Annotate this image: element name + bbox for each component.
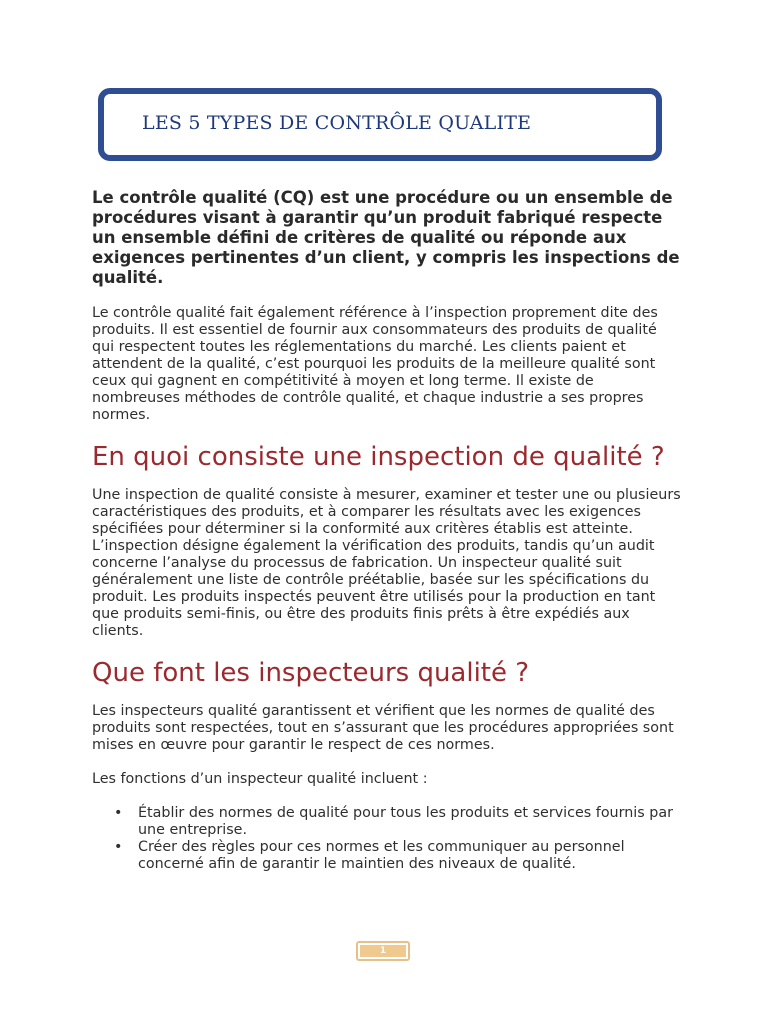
document-body: [92, 188, 682, 873]
page-number: 1: [360, 945, 406, 957]
bullet-icon: •: [114, 805, 123, 821]
page-number-badge: [356, 941, 410, 961]
list-item-text: Établir des normes de qualité pour tous les produits et services fournis par une entreprise.: [138, 805, 673, 838]
document-title: LES 5 TYPES DE CONTRÔLE QUALITE: [142, 112, 532, 134]
list-item: [114, 839, 682, 873]
intro-paragraph: Le contrôle qualité fait également référence à l’inspection proprement dite des produits. Il est essentiel de fournir aux consommateurs des produits de qualité qui respectent toutes les réglementations du marché. Les clients paient et attendent de la qualité, c’est pourquoi les produits de la meilleure qualité sont ceux qui gagnent en compétitivité à moyen et long terme. Il existe de nombreuses méthodes de contrôle qualité, et chaque industrie a ses propres normes.: [92, 305, 658, 423]
functions-list: [92, 805, 682, 873]
list-item-text: Créer des règles pour ces normes et les communiquer au personnel concerné afin de garantir le maintien des niveaux de qualité.: [138, 839, 625, 872]
section-heading-inspection: En quoi consiste une inspection de qualité ?: [92, 442, 665, 472]
functions-intro: Les fonctions d’un inspecteur qualité incluent :: [92, 771, 428, 787]
title-box: [98, 88, 662, 161]
intro-bold-paragraph: Le contrôle qualité (CQ) est une procédure ou un ensemble de procédures visant à garantir qu’un produit fabriqué respecte un ensemble défini de critères de qualité ou réponde aux exigences pertinentes d’un client, y compris les inspections de qualité.: [92, 188, 680, 287]
section-heading-inspectors: Que font les inspecteurs qualité ?: [92, 658, 530, 688]
inspectors-paragraph: Les inspecteurs qualité garantissent et vérifient que les normes de qualité des produits sont respectées, tout en s’assurant que les procédures appropriées sont mises en œuvre pour garantir le respect de ces normes.: [92, 703, 674, 753]
inspection-paragraph: Une inspection de qualité consiste à mesurer, examiner et tester une ou plusieurs caractéristiques des produits, et à comparer les résultats avec les exigences spécifiées pour déterminer si la conformité aux critères établis est atteinte. L’inspection désigne également la vérification des produits, tandis qu’un audit concerne l’analyse du processus de fabrication. Un inspecteur qualité suit généralement une liste de contrôle préétablie, basée sur les spécifications du produit. Les produits inspectés peuvent être utilisés pour la production en tant que produits semi-finis, ou être des produits finis prêts à être expédiés aux clients.: [92, 487, 681, 639]
list-item: [114, 805, 682, 839]
bullet-icon: •: [114, 839, 123, 855]
